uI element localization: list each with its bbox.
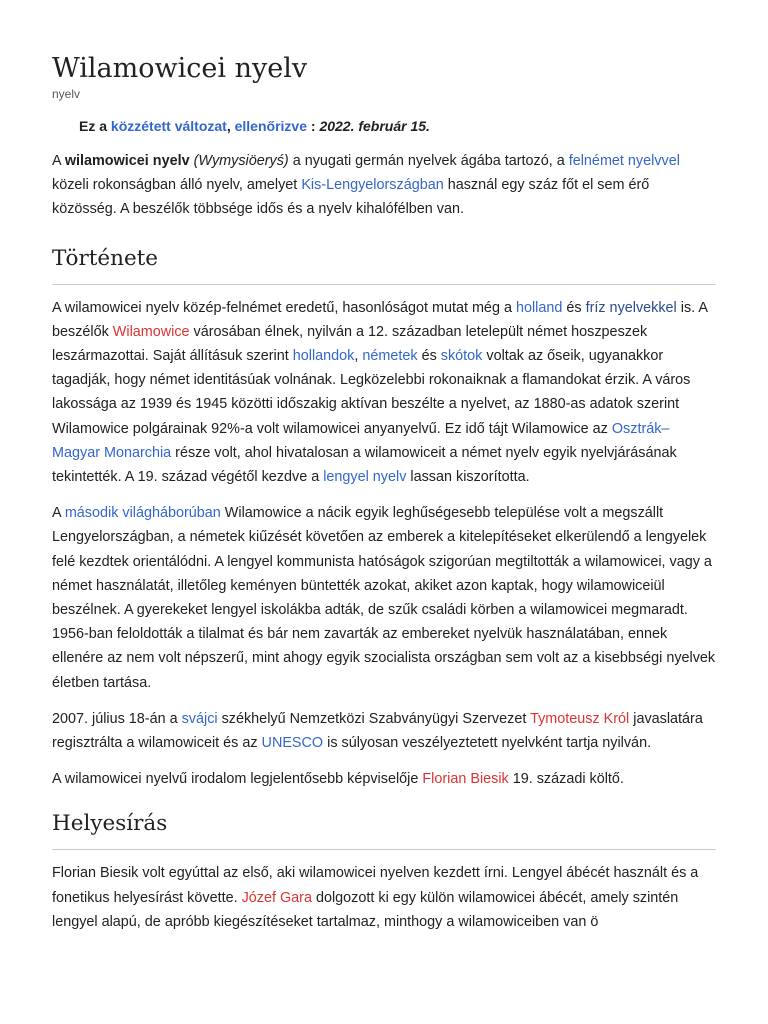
link-masodik-vilaghaboru[interactable]: második világháborúban [64,505,221,522]
text: használ egy száz főt el sem érő közösség. A beszélők többsége idős és a nyelv kihalófélben van. [52,177,650,218]
text: is súlyosan veszélyeztetett nyelvként tartja nyilván. [323,735,652,752]
text: közeli rokonságban álló nyelv, amelyet [52,177,302,194]
history-paragraph-1 [52,296,716,490]
published-version-link[interactable]: közzétett változat [110,118,227,134]
link-unesco[interactable]: UNESCO [261,735,324,752]
link-wilamowice[interactable]: Wilamowice [112,323,190,340]
section-heading-tortenete: Története [52,244,716,285]
notice-sep: , [226,118,231,134]
link-holland[interactable]: holland [515,299,563,316]
page-subtitle: nyelv [52,87,81,101]
text: székhelyű Nemzetközi Szabványügyi Szervezet [217,710,531,727]
text: , [354,348,363,365]
link-felnemet[interactable]: felnémet nyelvvel [568,153,680,169]
text: A wilamowicei nyelvű irodalom legjelentősebb képviselője [52,771,423,788]
text: 2007. július 18-án a [52,710,182,727]
text: Florian Biesik volt egyúttal az első, aki wilamowicei nyelven kezdett írni. Lengyel ábécét használt és a fonetikus helyesírást követte. [52,865,699,906]
link-skotok[interactable]: skótok [440,348,483,365]
page-title: Wilamowicei nyelv [52,53,308,84]
text: része volt, ahol hivatalosan a wilamowiceit a német nyelv egyik nyelvjárásának tekintették. A 19. század végétől kezdve a [52,444,677,486]
intro-paragraph [52,149,716,222]
text: is. A beszélők [52,299,708,340]
link-kis-lengyelorszag[interactable]: Kis-Lengyelországban [301,177,444,194]
history-paragraph-2 [52,501,716,695]
history-paragraph-3 [52,707,716,755]
link-svajci[interactable]: svájci [181,710,218,727]
section-heading-helyesiras: Helyesírás [52,809,716,850]
text: A wilamowicei nyelv közép-felnémet eredetű, hasonlóságot mutat még a [52,299,516,316]
link-nemetek[interactable]: németek [362,348,418,365]
history-paragraph-4 [52,767,716,791]
link-florian-biesik[interactable]: Florian Biesik [422,771,509,788]
text: városában élnek, nyilván a 12. században letelepült német hoszpeszek leszármazottai. Saját állításuk szerint [52,323,648,365]
text: és [417,348,441,365]
reviewed-link[interactable]: ellenőrizve [234,118,307,134]
text: dolgozott ki egy külön wilamowicei ábécét, amely szintén lengyel alapú, de apróbb kiegészítéseket tartalmaz, minthogy a wilamowiceiben van ö [52,889,679,930]
text: a nyugati germán nyelvek ágába tartozó, a [288,153,569,169]
article-subject: wilamowicei nyelv [64,153,190,169]
link-osztrak-magyar[interactable]: Osztrák–Magyar Monarchia [52,420,670,461]
text: javaslatára regisztrálta a wilamowiceit és az [52,710,703,752]
link-jozef-gara[interactable]: Józef Gara [241,889,312,906]
text: A [52,153,65,169]
link-hollandok[interactable]: hollandok [292,348,355,365]
text: lassan kiszorította. [406,469,530,486]
notice-date: 2022. február 15. [319,118,430,134]
link-lengyel-nyelv[interactable]: lengyel nyelv [323,469,407,486]
text: Wilamowice a nácik egyik leghűségesebb települése volt a megszállt Lengyelországban, a németek kiűzését követően az emberek a kitelepítéseket elkerülendő a lengyelek felé kezdtek orientálódni. A lengyel kommunista hatóságok szigorúan megtiltották a wilamowicei, vagy a német használatát, illetőleg keményen büntették azokat, akiket azon kaptak, hogy wilamowiceiül beszélnek. A gyerekeket lengyel iskolákba adták, de szűk családi körben a wilamowicei megmaradt. 1956-ban feloldották a tilalmat és bár nem zavarták az embereket nyelvük használatában, ennek ellenére az nem volt népszerű, mint ahogy egyik szocialista országban sem volt az a kisebbségi nyelvek életben tartása. [52,505,716,691]
text: és [562,299,586,316]
review-notice [79,116,716,136]
link-friz[interactable]: fríz nyelvekkel [585,299,677,316]
text: A [52,505,65,522]
link-tymoteusz-krol[interactable]: Tymoteusz Król [530,710,630,727]
text: voltak az őseik, ugyanakkor tagadják, hogy német identitásúak volnának. Legközelebbi rokonaiknak a flamandokat érzik. A város lakossága az 1939 és 1945 közötti időszakig aktívan beszélte a nyelvet, az 1880-as adatok szerint Wilamowice polgárainak 92%-a volt wilamowicei anyanyelvű. Ez idő tájt Wilamowice az [52,348,691,437]
notice-colon: : [306,118,320,134]
text: 19. századi költő. [508,771,624,788]
orthography-paragraph [52,861,716,934]
notice-prefix: Ez a [79,118,108,134]
native-name: (Wymysiöeryś) [193,153,289,169]
